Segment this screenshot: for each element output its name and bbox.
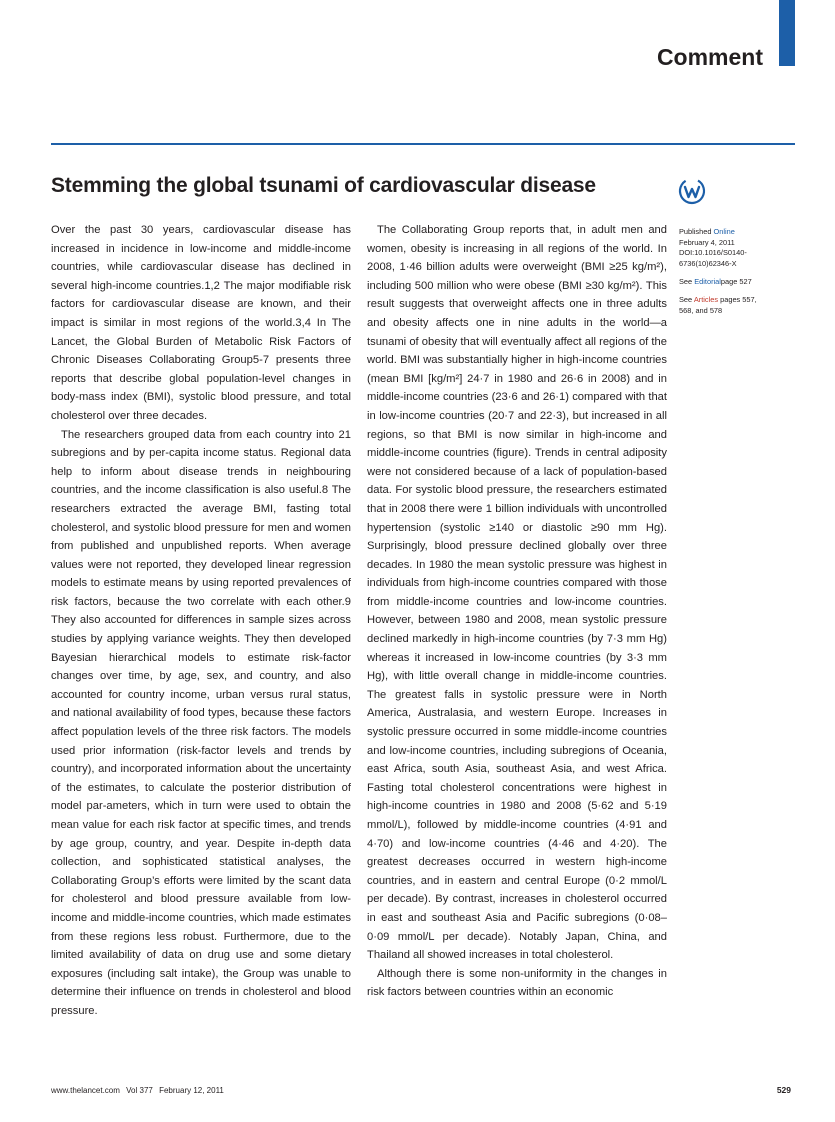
doi: DOI:10.1016/S0140-6736(10)62346-X bbox=[679, 248, 747, 268]
page-number: 529 bbox=[776, 1085, 791, 1095]
article-title: Stemming the global tsunami of cardiovascular disease bbox=[51, 174, 596, 197]
article-column-1 bbox=[51, 221, 351, 1021]
footer-site[interactable]: www.thelancet.com bbox=[51, 1086, 120, 1095]
published-prefix: Published bbox=[679, 227, 712, 236]
footer-volume: Vol 377 bbox=[126, 1086, 153, 1095]
see-label: See bbox=[679, 295, 693, 304]
see-editorial-note bbox=[679, 277, 769, 288]
published-date: February 4, 2011 bbox=[679, 237, 735, 247]
article-column-2 bbox=[367, 221, 667, 1002]
paragraph: Over the past 30 years, cardiovascular disease has increased in incidence in low-income and middle-income countries, while cardiovascular disease has declined in several high-income countries.1,2 The major modifiable risk factors for cardiovascular disease are known, and their impact is similar in most regions of the world.3,4 In The Lancet, the Global Burden of Metabolic Risk Factors of Chronic Diseases Collaborating Group5-7 presents three reports that describe global population-level changes in body-mass index (BMI), systolic blood pressure, and total cholesterol over three decades. bbox=[51, 224, 351, 422]
header-rule bbox=[51, 143, 795, 145]
footer-citation bbox=[51, 1086, 228, 1095]
published-online-note bbox=[679, 227, 769, 269]
editorial-page: page 527 bbox=[720, 277, 752, 286]
lancet-w-logo-icon[interactable] bbox=[677, 176, 707, 206]
see-articles-note bbox=[679, 295, 769, 316]
paragraph: Although there is some non-uniformity in the changes in risk factors between countries within an economic bbox=[367, 967, 667, 999]
paragraph: The researchers grouped data from each country into 21 subregions and by per-capita income status. Regional data help to inform about disease trends in neighbouring countries, and the income classification is also useful.8 The researchers extracted the average BMI, fasting total cholesterol, and systolic blood pressure for men and women from published and unpublished reports. When average values were not reported, they developed linear regression models to estimate means by using reported prevalences of risk factors, because the two correlate with each other.9 They also accounted for differences in sample sizes across studies by applying variance weights. They then developed Bayesian hierarchical models to estimate risk-factor changes over time, by age, sex, and country, and also accounted for country income, urban versus rural status, and national availability of food types, because these factors affect population levels of the three risk factors. The models used prior information (risk-factor levels and trends by country), and incorporated information about the uncertainty of the estimates, to calculate the posterior distribution of model par-ameters, which in turn were used to obtain the mean value for each risk factor at specific times, and trends by age group, country, and year. Despite in-depth data collection, and sophisticated statistical analyses, the Collaborating Group’s efforts were limited by the scant data for cholesterol and blood pressure available from low-income and middle-income countries, which made estimates from these regions less robust. Furthermore, due to the limited availability of data on drug use and some dietary exposures (including salt intake), the Group was unable to determine their influence on trends in cholesterol and blood pressure. bbox=[51, 428, 351, 1017]
paragraph: The Collaborating Group reports that, in adult men and women, obesity is increasing in all regions of the world. In 2008, 1·46 billion adults were overweight (BMI ≥25 kg/m²), including 500 million who were obese (BMI ≥30 kg/m²). This result suggests that overweight affects one in three adults and obesity affects one in nine adults in the world—a tsunami of obesity that will eventually affect all regions of the world. BMI was substantially higher in high-income countries (mean BMI [kg/m²] 24·7 in 1980 and 26·6 in 2008) and in middle-income countries (23·6 and 26·1) compared with that in low-income countries (20·7 and 22·3), but increased in all regions, so that BMI is now similar in high-income and middle-income countries (figure). Trends in central adiposity were not considered because of a lack of population-based data. For systolic blood pressure, the researchers estimated that in 2008 there were 1 billion individuals with uncontrolled hypertension (systolic ≥140 or diastolic ≥90 mm Hg). Surprisingly, blood pressure declined globally over three decades. In 1980 the mean systolic pressure was highest in individuals from high-income countries compared with those from middle-income countries and low-income countries. However, between 1980 and 2008, mean systolic pressure declined markedly in high-income countries (by 7·3 mm Hg) whereas it increased in low-income countries (by 3·3 mm Hg), with little overall change in middle-income countries. The greatest falls in systolic pressure were in North America, Australasia, and western Europe. Increases in systolic pressure occurred in some middle-income countries and low-income countries, including subregions of Oceania, east Africa, south Asia, southeast Asia, and west Africa. Fasting total cholesterol concentrations were highest in high-income countries in 1980 and 2008 (5·62 and 5·19 mmol/L), followed by middle-income countries (4·91 and 4·70) and low-income countries (4·46 and 4·20). The greatest decreases occurred in western high-income countries, and in eastern and central Europe (0·2 mmol/L per decade). By contrast, increases in cholesterol occurred in east and southeast Asia and Pacific subregions (0·08–0·09 mmol/L per decade). Notably Japan, China, and Thailand all showed increases in total cholesterol. bbox=[367, 224, 667, 962]
editorial-link[interactable]: Editorial bbox=[694, 277, 721, 286]
published-online-link[interactable]: Online bbox=[713, 227, 735, 236]
articles-link[interactable]: Articles bbox=[693, 295, 719, 304]
see-label: See bbox=[679, 277, 693, 286]
footer-date: February 12, 2011 bbox=[159, 1086, 224, 1095]
section-color-bar bbox=[779, 0, 795, 66]
articles-pages: pages 557, 568, and 578 bbox=[679, 295, 757, 315]
section-label: Comment bbox=[656, 44, 763, 70]
